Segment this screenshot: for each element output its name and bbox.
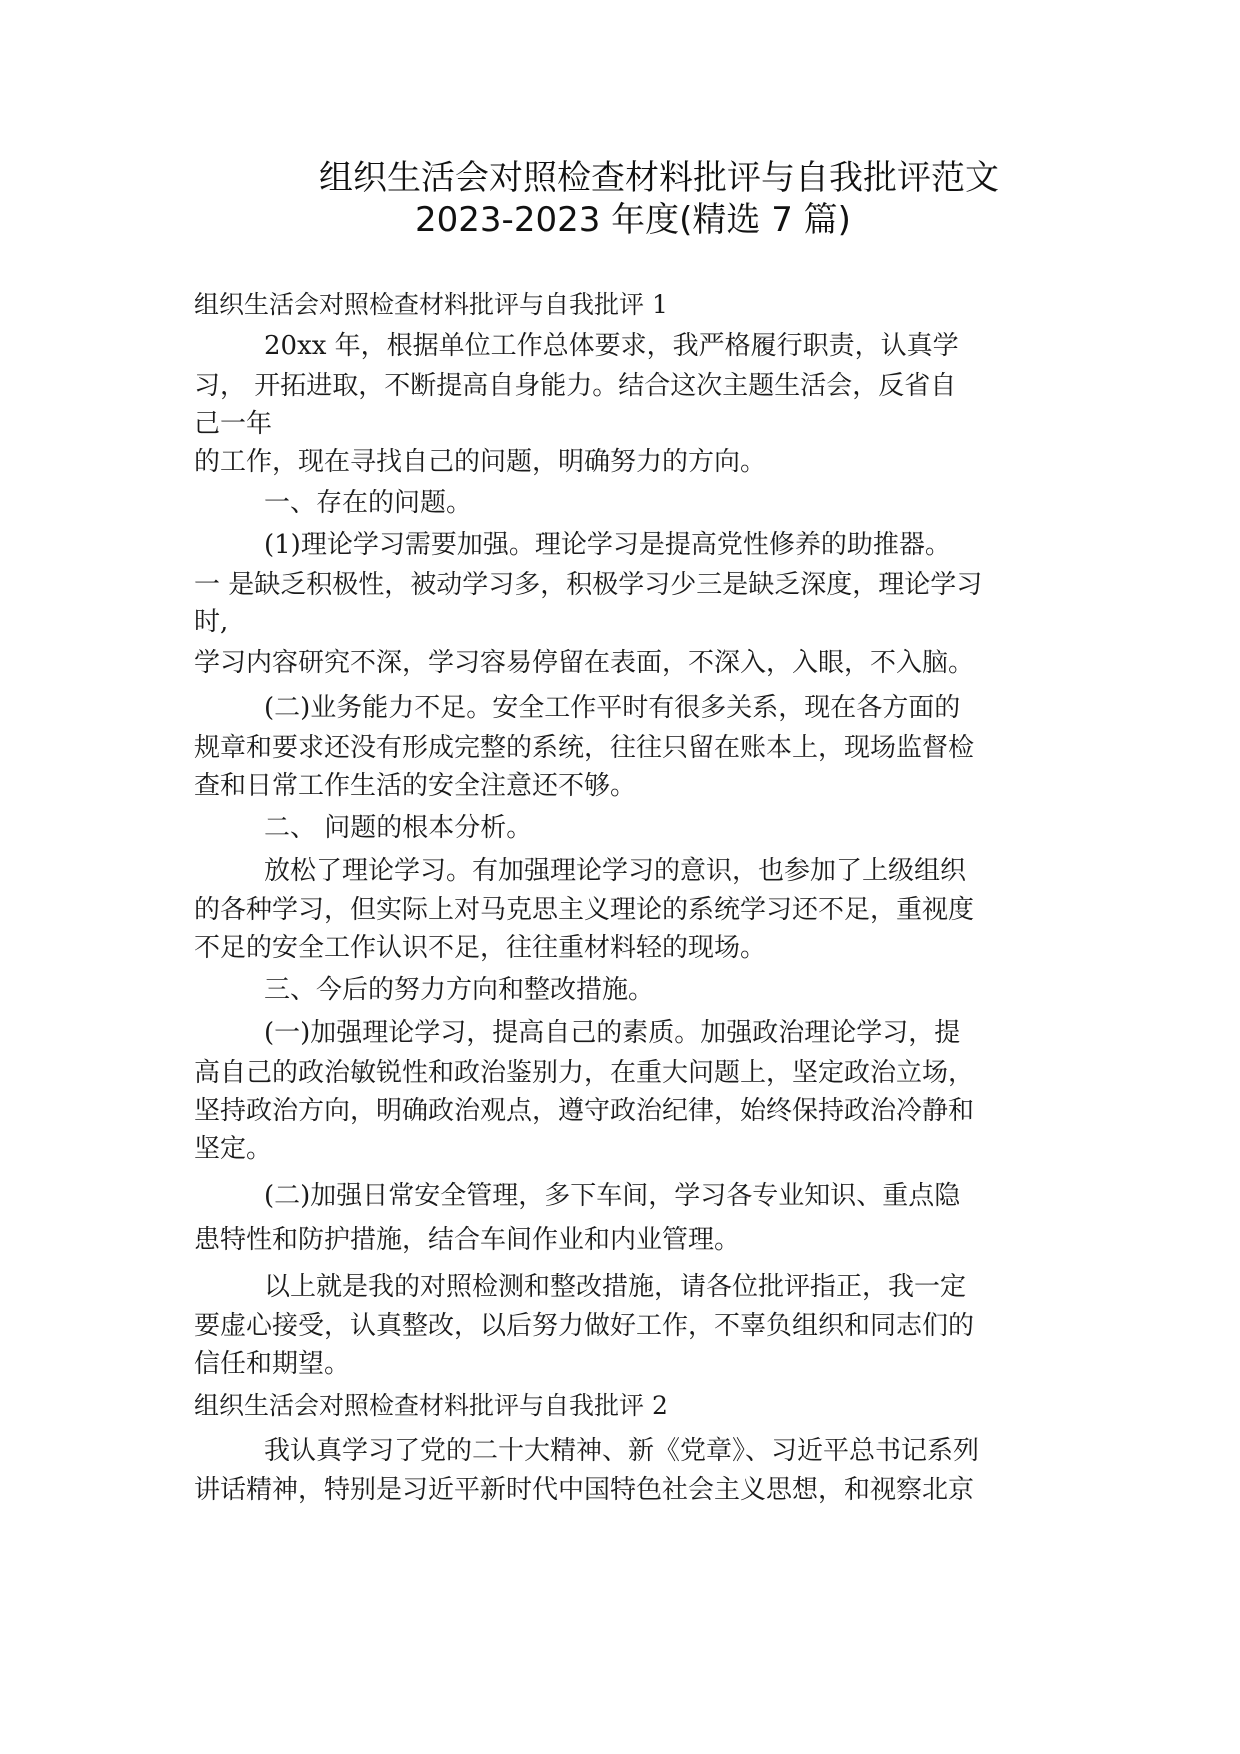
paragraph-line: 的工作，现在寻找自己的问题，明确努力的方向。 (194, 447, 767, 477)
paragraph-line: 规章和要求还没有形成完整的系统，往往只留在账本上，现场监督检 (194, 733, 975, 763)
paragraph-line: 以上就是我的对照检测和整改措施，请各位批评指正，我一定 (264, 1272, 967, 1302)
paragraph-line: 坚定。 (194, 1134, 273, 1164)
paragraph-line: 学习内容研究不深，学习容易停留在表面，不深入，入眼，不入脑。 (194, 648, 975, 678)
paragraph-line: (二)加强日常安全管理，多下车间，学习各专业知识、重点隐 (264, 1181, 961, 1211)
paragraph-line: 讲话精神，特别是习近平新时代中国特色社会主义思想，和视察北京 (194, 1475, 975, 1505)
subheading-line: 二、 问题的根本分析。 (264, 813, 533, 843)
paragraph-line: 不足的安全工作认识不足，往往重材料轻的现场。 (194, 933, 767, 963)
paragraph-line: 要虚心接受，认真整改，以后努力做好工作，不辜负组织和同志们的 (194, 1311, 975, 1341)
paragraph-line: 己一年 (194, 409, 273, 439)
paragraph-line: 时, (194, 607, 229, 637)
paragraph-line: 高自己的政治敏锐性和政治鉴别力，在重大问题上，坚定政治立场， (194, 1058, 975, 1088)
section-heading-1: 组织生活会对照检查材料批评与自我批评 1 (194, 290, 668, 319)
paragraph-line: 我认真学习了党的二十大精神、新《党章》、习近平总书记系列 (264, 1436, 980, 1466)
paragraph-line: 信任和期望。 (194, 1349, 351, 1379)
paragraph-line: 一 是缺乏积极性，被动学习多，积极学习少三是缺乏深度，理论学习 (194, 570, 983, 600)
paragraph-line: 20xx 年，根据单位工作总体要求，我严格履行职责，认真学 (264, 331, 959, 361)
subheading-line: 一、存在的问题。 (264, 488, 473, 518)
paragraph-line: 坚持政治方向，明确政治观点，遵守政治纪律，始终保持政治冷静和 (194, 1096, 975, 1126)
paragraph-line: (1)理论学习需要加强。理论学习是提高党性修养的助推器。 (264, 530, 951, 560)
paragraph-line: (一)加强理论学习，提高自己的素质。加强政治理论学习，提 (264, 1018, 961, 1048)
paragraph-line: 的各种学习，但实际上对马克思主义理论的系统学习还不足，重视度 (194, 895, 975, 925)
document-title-line-2: 2023-2023 年度(精选 7 篇) (415, 200, 851, 240)
paragraph-line: 习， 开拓进取，不断提高自身能力。结合这次主题生活会，反省自 (194, 371, 957, 401)
section-heading-2: 组织生活会对照检查材料批评与自我批评 2 (194, 1391, 668, 1420)
paragraph-line: 查和日常工作生活的安全注意还不够。 (194, 771, 637, 801)
paragraph-line: 患特性和防护措施，结合车间作业和内业管理。 (194, 1225, 741, 1255)
subheading-line: 三、今后的努力方向和整改措施。 (264, 975, 655, 1005)
paragraph-line: (二)业务能力不足。安全工作平时有很多关系，现在各方面的 (264, 693, 961, 723)
paragraph-line: 放松了理论学习。有加强理论学习的意识，也参加了上级组织 (264, 856, 967, 886)
document-title-line-1: 组织生活会对照检查材料批评与自我批评范文 (319, 158, 999, 198)
